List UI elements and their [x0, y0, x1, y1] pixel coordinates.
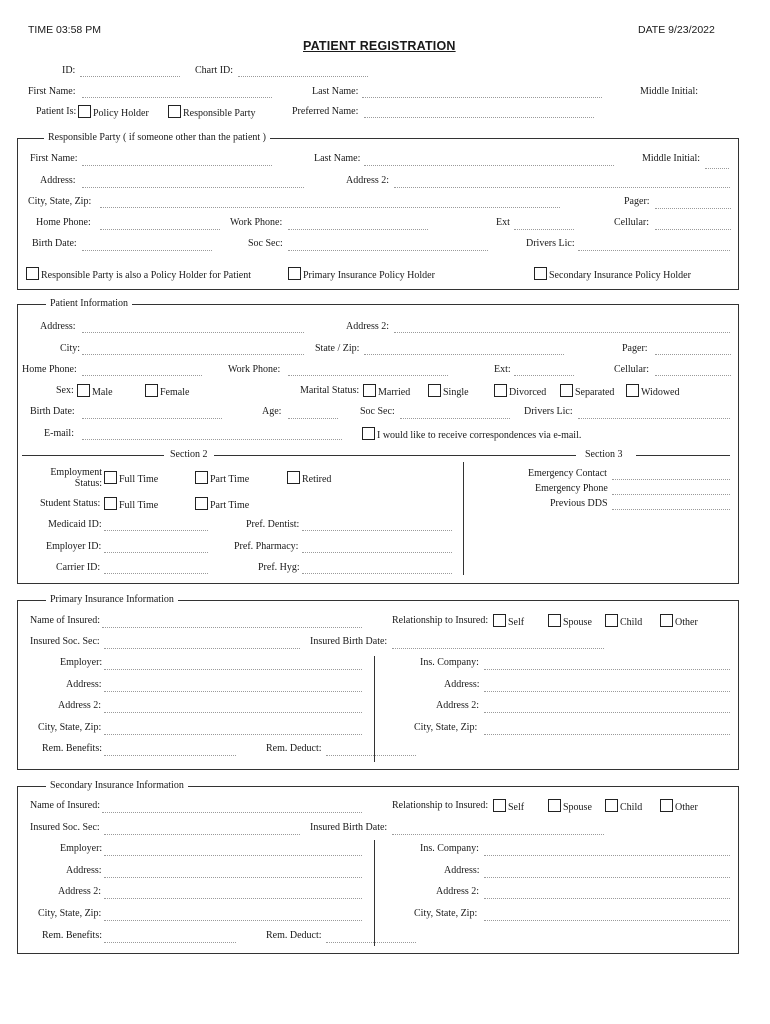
employment-retired-checkbox[interactable]: [287, 471, 331, 485]
responsible-party-legend: Responsible Party ( if someone other than the patient ): [44, 132, 270, 143]
secondary-insurance-legend: Secondary Insurance Information: [46, 780, 188, 791]
first-name-label: First Name:: [28, 86, 76, 97]
secondary-relationship-label: Relationship to Insured:: [392, 800, 489, 811]
primary-ins-address-label: Address:: [444, 679, 480, 690]
student-status-label: Student Status:: [40, 498, 101, 509]
primary-relationship-label: Relationship to Insured:: [392, 615, 489, 626]
primary-other-checkbox[interactable]: [660, 614, 698, 628]
chart-id-label: Chart ID:: [195, 65, 234, 76]
responsible-party-label: Responsible Party: [183, 108, 256, 119]
rp-drivers-lic-field[interactable]: [578, 250, 730, 251]
rp-last-name-label: Last Name:: [314, 153, 361, 164]
chart-id-field[interactable]: [238, 76, 368, 77]
pi-address-field[interactable]: [82, 332, 304, 333]
section-divider: [463, 462, 464, 575]
rp-ext-field[interactable]: [514, 229, 574, 230]
secondary-soc-sec-field[interactable]: [104, 834, 300, 835]
id-label: ID:: [62, 65, 76, 76]
pi-ext-field[interactable]: [514, 375, 574, 376]
secondary-name-of-insured-label: Name of Insured:: [30, 800, 100, 811]
rp-address2-label: Address 2:: [346, 175, 390, 186]
patient-is-label: Patient Is:: [36, 106, 77, 117]
checkbox-box[interactable]: [145, 384, 158, 397]
checkbox-box[interactable]: [560, 384, 573, 397]
primary-name-of-insured-field[interactable]: [102, 627, 362, 628]
checkbox-box[interactable]: [660, 614, 673, 627]
pi-home-phone-label: Home Phone:: [22, 364, 77, 375]
female-checkbox[interactable]: [145, 384, 189, 398]
employer-id-label: Employer ID:: [46, 541, 102, 552]
rp-also-policy-holder-label: Responsible Party is also a Policy Holder for Patient: [41, 270, 251, 281]
checkbox-box[interactable]: [494, 384, 507, 397]
rp-cellular-label: Cellular:: [614, 217, 649, 228]
rp-city-label: City, State, Zip:: [28, 196, 92, 207]
secondary-birth-date-label: Insured Birth Date:: [310, 822, 388, 833]
other-label: Other: [675, 802, 698, 813]
secondary-city-field[interactable]: [104, 920, 362, 921]
divorced-label: Divorced: [509, 387, 547, 398]
rp-middle-initial-label: Middle Initial:: [642, 153, 701, 164]
rp-cellular-field[interactable]: [655, 229, 731, 230]
checkbox-box[interactable]: [548, 614, 561, 627]
first-name-field[interactable]: [82, 97, 272, 98]
last-name-field[interactable]: [362, 97, 602, 98]
pi-birth-date-label: Birth Date:: [30, 406, 75, 417]
pi-home-phone-field[interactable]: [82, 375, 202, 376]
child-label: Child: [620, 802, 643, 813]
checkbox-box[interactable]: [287, 471, 300, 484]
pi-address2-field[interactable]: [394, 332, 730, 333]
primary-rem-benefits-field[interactable]: [104, 755, 236, 756]
secondary-rem-benefits-field[interactable]: [104, 942, 236, 943]
middle-initial-label: Middle Initial:: [640, 86, 699, 97]
responsible-party-checkbox[interactable]: [168, 105, 256, 119]
pi-state-zip-label: State / Zip:: [315, 343, 360, 354]
pi-birth-date-field[interactable]: [82, 418, 222, 419]
primary-birth-date-field[interactable]: [392, 648, 604, 649]
married-checkbox[interactable]: [363, 384, 410, 398]
secondary-spouse-checkbox[interactable]: [548, 799, 592, 813]
part-time-label: Part Time: [210, 474, 250, 485]
date-stamp: DATE 9/23/2022: [638, 24, 715, 36]
carrier-id-label: Carrier ID:: [56, 562, 101, 573]
id-field[interactable]: [80, 76, 180, 77]
primary-soc-sec-field[interactable]: [104, 648, 300, 649]
secondary-ins-address-label: Address:: [444, 865, 480, 876]
secondary-birth-date-field[interactable]: [392, 834, 604, 835]
rp-city-field[interactable]: [100, 207, 560, 208]
rp-address-field[interactable]: [82, 187, 304, 188]
last-name-label: Last Name:: [312, 86, 359, 97]
secondary-ins-address2-field[interactable]: [484, 898, 730, 899]
pi-age-field[interactable]: [288, 418, 338, 419]
rp-home-phone-field[interactable]: [100, 229, 220, 230]
policy-holder-checkbox[interactable]: [78, 105, 149, 119]
checkbox-box[interactable]: [104, 471, 117, 484]
primary-city-label: City, State, Zip:: [38, 722, 102, 733]
secondary-child-checkbox[interactable]: [605, 799, 642, 813]
rp-drivers-lic-label: Drivers Lic:: [526, 238, 575, 249]
pi-soc-sec-label: Soc Sec:: [360, 406, 395, 417]
pi-city-label: City:: [60, 343, 81, 354]
primary-rem-deduct-field[interactable]: [326, 755, 416, 756]
male-label: Male: [92, 387, 113, 398]
emergency-contact-field[interactable]: [612, 479, 730, 480]
carrier-id-field[interactable]: [104, 573, 208, 574]
employment-status-label: Employment Status:: [50, 467, 102, 489]
policy-holder-label: Policy Holder: [93, 108, 149, 119]
primary-spouse-checkbox[interactable]: [548, 614, 592, 628]
pi-cellular-field[interactable]: [655, 375, 731, 376]
rp-address-label: Address:: [40, 175, 76, 186]
primary-rem-benefits-label: Rem. Benefits:: [42, 743, 102, 754]
pi-address-label: Address:: [40, 321, 76, 332]
checkbox-box[interactable]: [26, 267, 39, 280]
primary-city-field[interactable]: [104, 734, 362, 735]
self-label: Self: [508, 802, 525, 813]
primary-employer-label: Employer:: [60, 657, 103, 668]
checkbox-box[interactable]: [362, 427, 375, 440]
previous-dds-field[interactable]: [612, 509, 730, 510]
emergency-phone-field[interactable]: [612, 494, 730, 495]
secondary-rem-deduct-label: Rem. Deduct:: [266, 930, 322, 941]
pref-pharmacy-label: Pref. Pharmacy:: [234, 541, 299, 552]
rp-secondary-holder-label: Secondary Insurance Policy Holder: [549, 270, 691, 281]
primary-ins-company-label: Ins. Company:: [420, 657, 479, 668]
pi-work-phone-field[interactable]: [288, 375, 448, 376]
checkbox-box[interactable]: [195, 497, 208, 510]
pi-drivers-lic-label: Drivers Lic:: [524, 406, 573, 417]
preferred-name-label: Preferred Name:: [292, 106, 359, 117]
other-label: Other: [675, 617, 698, 628]
primary-name-of-insured-label: Name of Insured:: [30, 615, 100, 626]
rp-first-name-field[interactable]: [82, 165, 272, 166]
secondary-ins-address-field[interactable]: [484, 877, 730, 878]
rp-secondary-holder-checkbox[interactable]: [534, 267, 691, 281]
secondary-ins-company-label: Ins. Company:: [420, 843, 479, 854]
single-checkbox[interactable]: [428, 384, 469, 398]
pi-work-phone-label: Work Phone:: [228, 364, 281, 375]
patient-information-legend: Patient Information: [46, 298, 132, 309]
checkbox-box[interactable]: [363, 384, 376, 397]
rp-middle-initial-field[interactable]: [705, 168, 729, 169]
rp-soc-sec-label: Soc Sec:: [248, 238, 283, 249]
rp-work-phone-label: Work Phone:: [230, 217, 283, 228]
pi-email-label: E-mail:: [44, 428, 74, 439]
previous-dds-label: Previous DDS: [550, 498, 608, 509]
single-label: Single: [443, 387, 469, 398]
rp-pager-field[interactable]: [655, 208, 731, 209]
separated-label: Separated: [575, 387, 615, 398]
spouse-label: Spouse: [563, 617, 592, 628]
section3-label: Section 3: [585, 449, 623, 460]
checkbox-box[interactable]: [428, 384, 441, 397]
checkbox-box[interactable]: [548, 799, 561, 812]
pi-address2-label: Address 2:: [346, 321, 390, 332]
part-time-label: Part Time: [210, 500, 250, 511]
primary-soc-sec-label: Insured Soc. Sec:: [30, 636, 100, 647]
email-correspondence-checkbox[interactable]: [362, 427, 581, 441]
pi-cellular-label: Cellular:: [614, 364, 649, 375]
preferred-name-field[interactable]: [364, 117, 594, 118]
checkbox-box[interactable]: [77, 384, 90, 397]
rp-birth-date-field[interactable]: [82, 250, 212, 251]
employer-id-field[interactable]: [104, 552, 208, 553]
primary-ins-company-field[interactable]: [484, 669, 730, 670]
checkbox-box[interactable]: [626, 384, 639, 397]
separated-checkbox[interactable]: [560, 384, 614, 398]
rp-address2-field[interactable]: [394, 187, 730, 188]
section2-rule-right: [214, 455, 576, 456]
rp-first-name-label: First Name:: [30, 153, 78, 164]
married-label: Married: [378, 387, 411, 398]
pi-soc-sec-field[interactable]: [400, 418, 510, 419]
widowed-checkbox[interactable]: [626, 384, 679, 398]
checkbox-box[interactable]: [168, 105, 181, 118]
time-stamp: TIME 03:58 PM: [28, 24, 101, 36]
pi-email-field[interactable]: [82, 439, 342, 440]
secondary-name-of-insured-field[interactable]: [102, 812, 362, 813]
full-time-label: Full Time: [119, 500, 159, 511]
rp-soc-sec-field[interactable]: [288, 250, 488, 251]
secondary-ins-company-field[interactable]: [484, 855, 730, 856]
pi-state-zip-field[interactable]: [364, 354, 564, 355]
medicaid-id-label: Medicaid ID:: [48, 519, 102, 530]
male-checkbox[interactable]: [77, 384, 113, 398]
full-time-label: Full Time: [119, 474, 159, 485]
primary-employer-field[interactable]: [104, 669, 362, 670]
secondary-employer-label: Employer:: [60, 843, 103, 854]
secondary-address-field[interactable]: [104, 877, 362, 878]
female-label: Female: [160, 387, 190, 398]
secondary-ins-city-label: City, State, Zip:: [414, 908, 478, 919]
primary-ins-city-field[interactable]: [484, 734, 730, 735]
employment-full-time-checkbox[interactable]: [104, 471, 158, 485]
widowed-label: Widowed: [641, 387, 680, 398]
section2-label: Section 2: [170, 449, 208, 460]
checkbox-box[interactable]: [605, 614, 618, 627]
primary-ins-city-label: City, State, Zip:: [414, 722, 478, 733]
pi-sex-label: Sex:: [56, 385, 74, 396]
divorced-checkbox[interactable]: [494, 384, 546, 398]
pref-dentist-field[interactable]: [302, 530, 452, 531]
retired-label: Retired: [302, 474, 332, 485]
primary-child-checkbox[interactable]: [605, 614, 642, 628]
primary-address2-label: Address 2:: [58, 700, 102, 711]
rp-pager-label: Pager:: [624, 196, 650, 207]
pref-dentist-label: Pref. Dentist:: [246, 519, 300, 530]
self-label: Self: [508, 617, 525, 628]
checkbox-box[interactable]: [104, 497, 117, 510]
secondary-rem-deduct-field[interactable]: [326, 942, 416, 943]
section3-rule: [636, 455, 730, 456]
primary-column-divider: [374, 656, 375, 762]
secondary-other-checkbox[interactable]: [660, 799, 698, 813]
student-part-time-checkbox[interactable]: [195, 497, 249, 511]
primary-insurance-legend: Primary Insurance Information: [46, 594, 178, 605]
rp-home-phone-label: Home Phone:: [36, 217, 91, 228]
secondary-column-divider: [374, 840, 375, 946]
checkbox-box[interactable]: [534, 267, 547, 280]
checkbox-box[interactable]: [78, 105, 91, 118]
secondary-ins-address2-label: Address 2:: [436, 886, 480, 897]
rp-primary-holder-checkbox[interactable]: [288, 267, 435, 281]
pi-city-field[interactable]: [82, 354, 304, 355]
secondary-city-label: City, State, Zip:: [38, 908, 102, 919]
primary-address-label: Address:: [66, 679, 102, 690]
pi-ext-label: Ext:: [494, 364, 511, 375]
checkbox-box[interactable]: [660, 799, 673, 812]
secondary-ins-city-field[interactable]: [484, 920, 730, 921]
secondary-address2-field[interactable]: [104, 898, 362, 899]
section2-rule-left: [22, 455, 164, 456]
primary-ins-address2-field[interactable]: [484, 712, 730, 713]
checkbox-box[interactable]: [493, 799, 506, 812]
pref-hyg-label: Pref. Hyg:: [258, 562, 300, 573]
rp-last-name-field[interactable]: [364, 165, 614, 166]
rp-birth-date-label: Birth Date:: [32, 238, 77, 249]
rp-ext-label: Ext: [496, 217, 510, 228]
child-label: Child: [620, 617, 643, 628]
primary-birth-date-label: Insured Birth Date:: [310, 636, 388, 647]
secondary-rem-benefits-label: Rem. Benefits:: [42, 930, 102, 941]
pi-pager-label: Pager:: [622, 343, 648, 354]
primary-self-checkbox[interactable]: [493, 614, 524, 628]
primary-address2-field[interactable]: [104, 712, 362, 713]
primary-ins-address2-label: Address 2:: [436, 700, 480, 711]
pi-pager-field[interactable]: [655, 354, 731, 355]
checkbox-box[interactable]: [288, 267, 301, 280]
employment-part-time-checkbox[interactable]: [195, 471, 249, 485]
pref-hyg-field[interactable]: [302, 573, 452, 574]
primary-ins-address-field[interactable]: [484, 691, 730, 692]
checkbox-box[interactable]: [493, 614, 506, 627]
secondary-address2-label: Address 2:: [58, 886, 102, 897]
student-full-time-checkbox[interactable]: [104, 497, 158, 511]
page-title: PATIENT REGISTRATION: [303, 39, 456, 53]
spouse-label: Spouse: [563, 802, 592, 813]
pi-age-label: Age:: [262, 406, 282, 417]
rp-also-policy-holder-checkbox[interactable]: [26, 267, 251, 281]
emergency-phone-label: Emergency Phone: [535, 483, 608, 494]
emergency-contact-label: Emergency Contact: [528, 468, 607, 479]
checkbox-box[interactable]: [195, 471, 208, 484]
medicaid-id-field[interactable]: [104, 530, 208, 531]
pref-pharmacy-field[interactable]: [302, 552, 452, 553]
marital-status-label: Marital Status:: [300, 385, 360, 396]
secondary-self-checkbox[interactable]: [493, 799, 524, 813]
rp-work-phone-field[interactable]: [288, 229, 428, 230]
rp-primary-holder-label: Primary Insurance Policy Holder: [303, 270, 435, 281]
secondary-soc-sec-label: Insured Soc. Sec:: [30, 822, 100, 833]
checkbox-box[interactable]: [605, 799, 618, 812]
secondary-address-label: Address:: [66, 865, 102, 876]
secondary-employer-field[interactable]: [104, 855, 362, 856]
primary-address-field[interactable]: [104, 691, 362, 692]
primary-rem-deduct-label: Rem. Deduct:: [266, 743, 322, 754]
pi-drivers-lic-field[interactable]: [578, 418, 730, 419]
email-correspondence-label: I would like to receive correspondences via e-mail.: [377, 430, 582, 441]
